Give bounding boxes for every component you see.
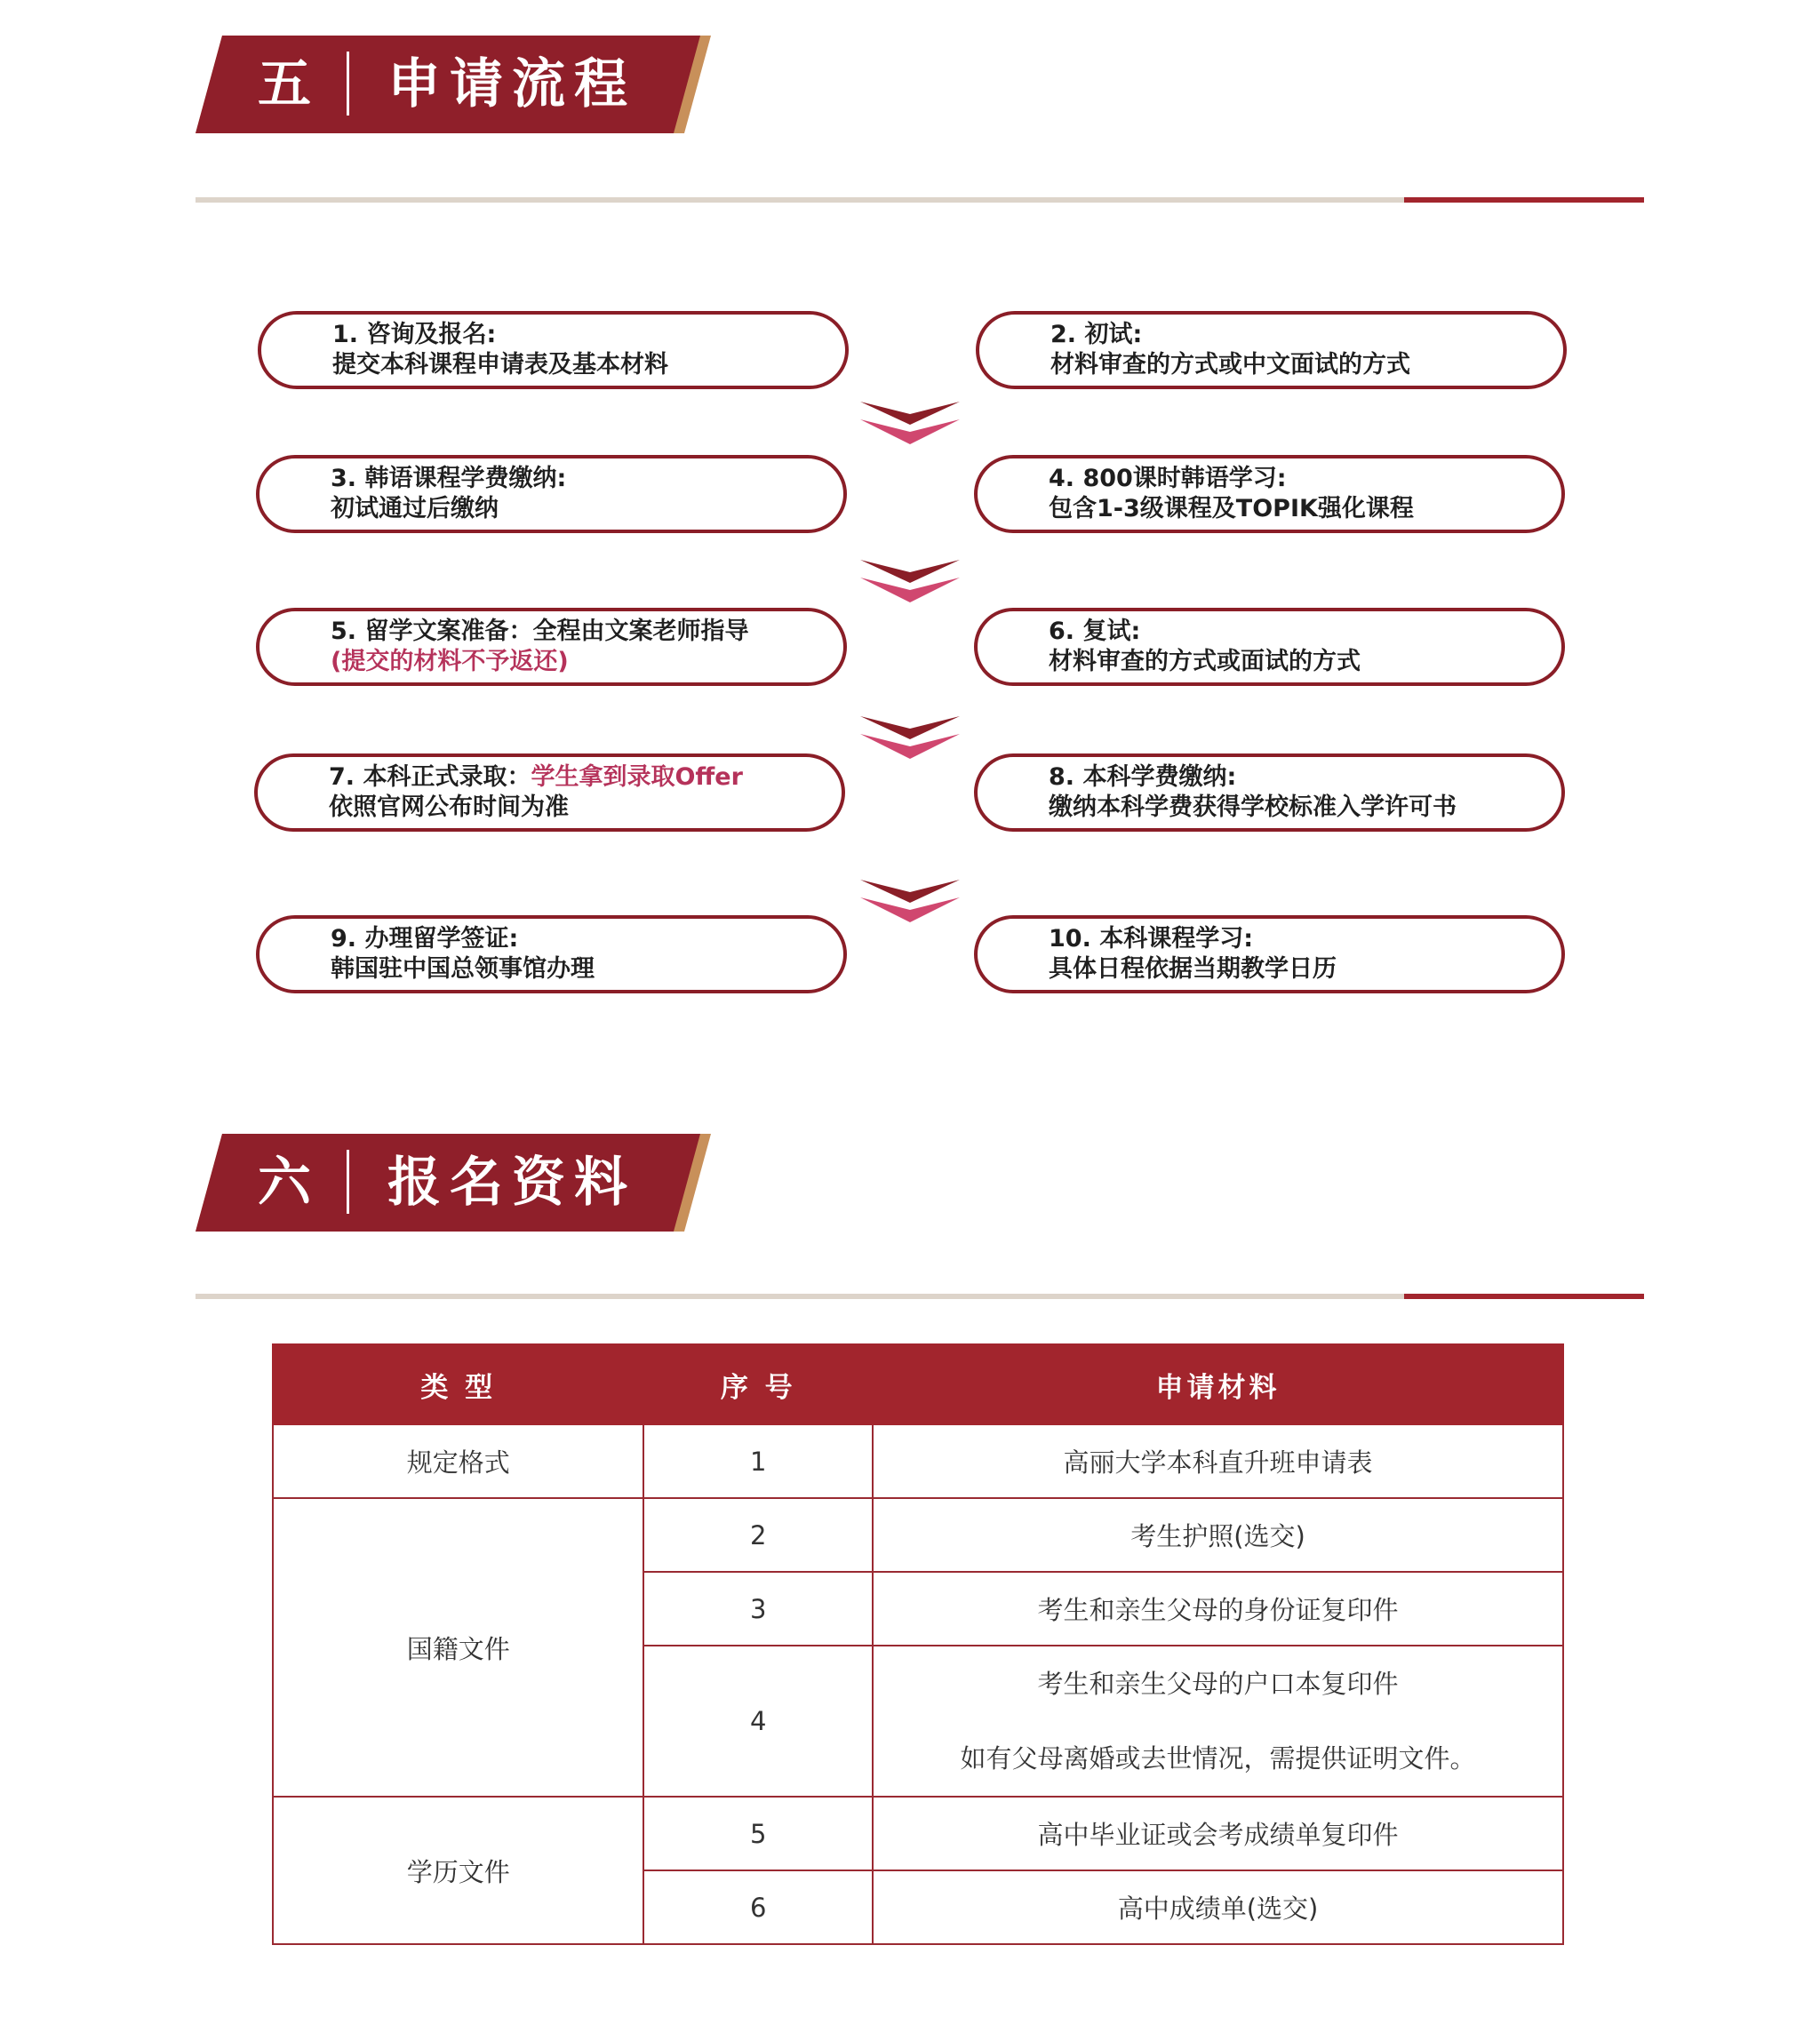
material-cell: 考生护照(选交) bbox=[873, 1498, 1563, 1572]
material-cell: 考生和亲生父母的身份证复印件 bbox=[873, 1572, 1563, 1646]
column-header-number: 序 号 bbox=[643, 1344, 873, 1424]
material-cell: 高中成绩单(选交) bbox=[873, 1870, 1563, 1944]
section-title: 报名资料 bbox=[387, 1152, 636, 1214]
number-cell: 5 bbox=[643, 1797, 873, 1870]
number-cell: 3 bbox=[643, 1572, 873, 1646]
column-header-material: 申请材料 bbox=[873, 1344, 1563, 1424]
step-4-korean-study: 4. 800课时韩语学习: 包含1-3级课程及TOPIK强化课程 bbox=[974, 455, 1565, 533]
section-title: 申请流程 bbox=[387, 53, 636, 116]
step-9-visa: 9. 办理留学签证: 韩国驻中国总领事馆办理 bbox=[256, 915, 847, 993]
double-chevron-down-icon bbox=[860, 560, 960, 604]
type-cell: 国籍文件 bbox=[273, 1498, 643, 1797]
section-divider bbox=[347, 52, 349, 116]
section-number: 五 bbox=[258, 53, 318, 116]
type-cell: 规定格式 bbox=[273, 1424, 643, 1498]
table-row bbox=[273, 1424, 1563, 1498]
number-cell: 6 bbox=[643, 1870, 873, 1944]
step-6-second-review: 6. 复试: 材料审查的方式或面试的方式 bbox=[974, 608, 1565, 686]
step-8-undergrad-tuition: 8. 本科学费缴纳: 缴纳本科学费获得学校标准入学许可书 bbox=[974, 753, 1565, 832]
step-7-admission: 7. 本科正式录取：学生拿到录取Offer 依照官网公布时间为准 bbox=[254, 753, 845, 832]
material-cell: 高丽大学本科直升班申请表 bbox=[873, 1424, 1563, 1498]
table-header-row bbox=[273, 1344, 1563, 1424]
materials-table bbox=[272, 1343, 1564, 1945]
column-header-type: 类 型 bbox=[273, 1344, 643, 1424]
double-chevron-down-icon bbox=[860, 880, 960, 924]
section-divider bbox=[347, 1150, 349, 1214]
step-5-documents: 5. 留学文案准备：全程由文案老师指导 (提交的材料不予返还) bbox=[256, 608, 847, 686]
number-cell: 1 bbox=[643, 1424, 873, 1498]
number-cell: 2 bbox=[643, 1498, 873, 1572]
section-number: 六 bbox=[258, 1152, 318, 1214]
double-chevron-down-icon bbox=[860, 716, 960, 761]
type-cell: 学历文件 bbox=[273, 1797, 643, 1944]
step-10-courses: 10. 本科课程学习: 具体日程依据当期教学日历 bbox=[974, 915, 1565, 993]
section-rule bbox=[196, 1294, 1644, 1299]
step-3-tuition: 3. 韩语课程学费缴纳: 初试通过后缴纳 bbox=[256, 455, 847, 533]
section-header-materials bbox=[196, 1134, 720, 1232]
number-cell: 4 bbox=[643, 1646, 873, 1797]
material-cell: 考生和亲生父母的户口本复印件 如有父母离婚或去世情况，需提供证明文件。 bbox=[873, 1646, 1563, 1797]
material-cell: 高中毕业证或会考成绩单复印件 bbox=[873, 1797, 1563, 1870]
step-1-consult: 1. 咨询及报名: 提交本科课程申请表及基本材料 bbox=[258, 311, 849, 389]
table-row bbox=[273, 1498, 1563, 1572]
table-row bbox=[273, 1797, 1563, 1870]
section-header-process bbox=[196, 36, 720, 133]
step-2-first-review: 2. 初试: 材料审查的方式或中文面试的方式 bbox=[976, 311, 1567, 389]
section-rule bbox=[196, 197, 1644, 203]
double-chevron-down-icon bbox=[860, 402, 960, 446]
